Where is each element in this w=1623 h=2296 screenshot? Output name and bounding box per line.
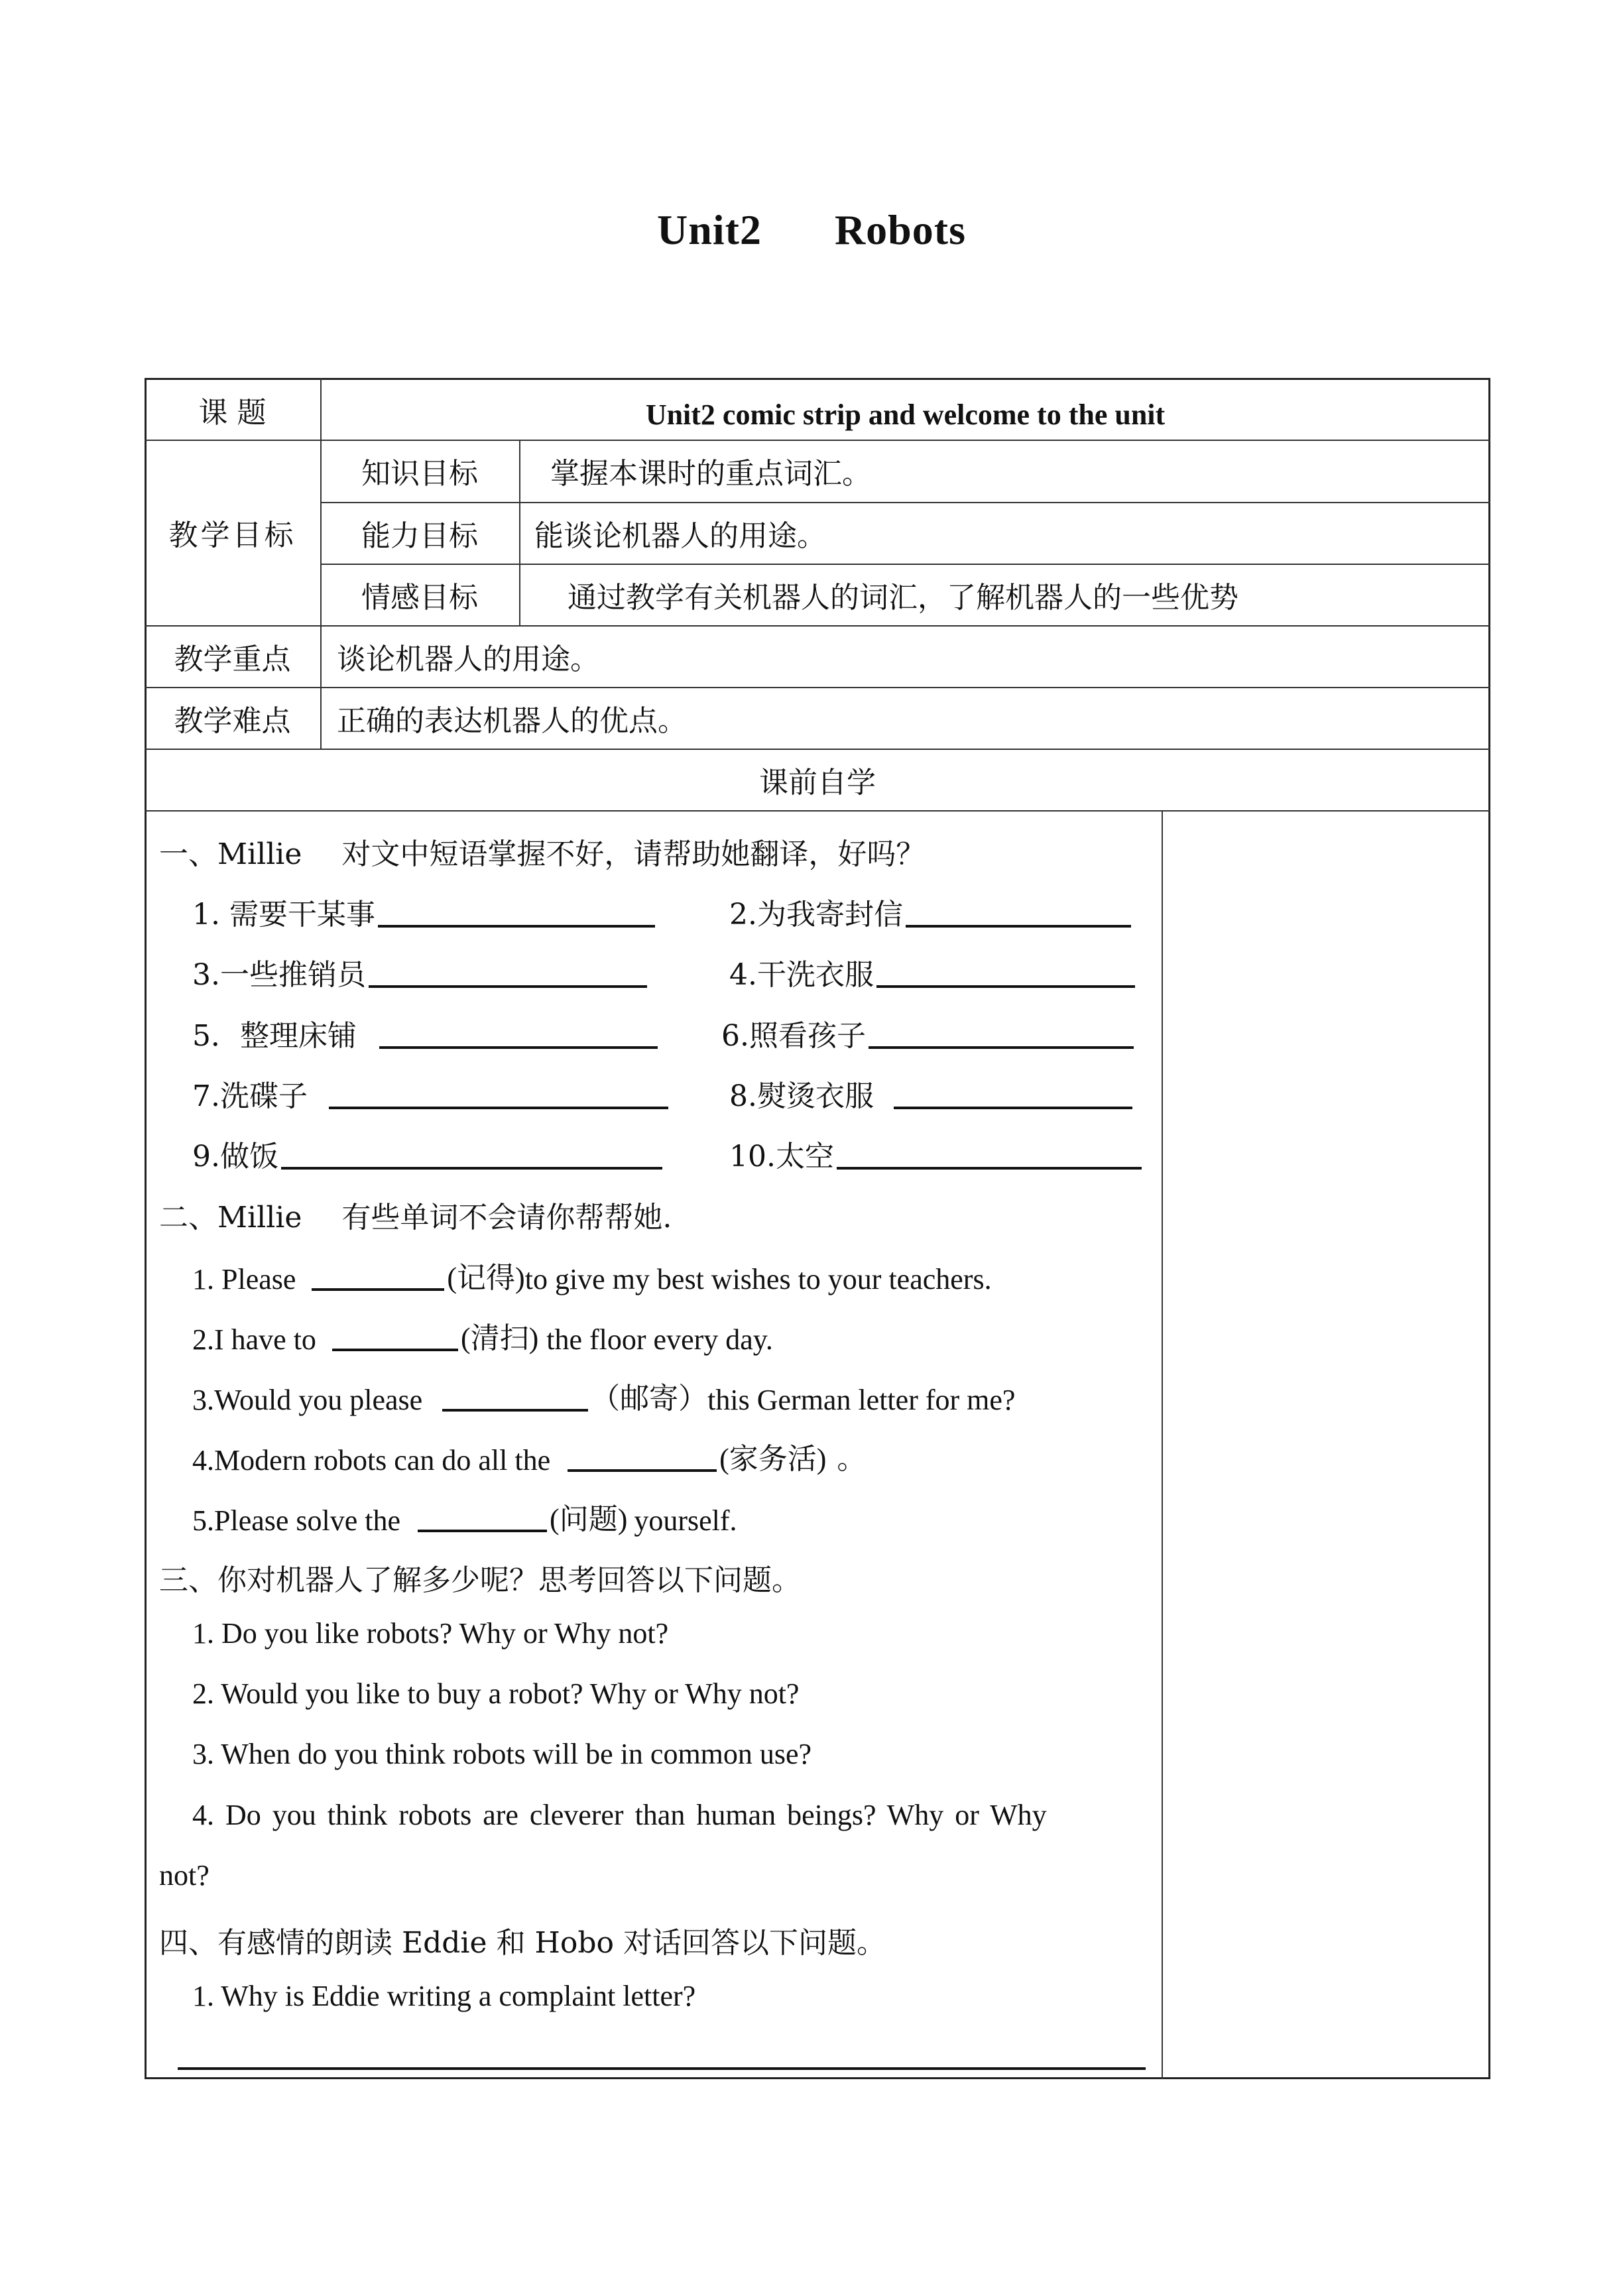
sentence-start: 5.Please solve the (192, 1504, 401, 1537)
difficulty-value: 正确的表达机器人的优点。 (337, 703, 687, 738)
section4-heading: 四、有感情的朗读 Eddie 和 Hobo 对话回答以下问题。 (159, 1926, 886, 1960)
section1-item (729, 951, 1138, 993)
answer-line[interactable] (178, 2067, 1146, 2070)
section1-item (729, 1072, 1135, 1115)
chinese-hint: (记得) (447, 1262, 525, 1294)
section2-heading-prefix: 二、Millie (159, 1201, 302, 1235)
title-unit: Unit2 (657, 206, 762, 253)
objective-emotion-label: 情感目标 (361, 580, 478, 615)
section2-item (192, 1495, 737, 1538)
section3-question: 4. Do you think robots are cleverer than human beings? Why or Why (192, 1799, 1047, 1831)
section1-item (192, 890, 658, 933)
objective-emotion-value: 通过教学有关机器人的词汇，了解机器人的一些优势 (568, 580, 1238, 615)
answer-blank[interactable] (418, 1526, 547, 1532)
column-rule (519, 440, 520, 625)
section1-item-label: 9.做饭 (192, 1140, 278, 1174)
section2-item (192, 1435, 866, 1477)
section1-item (192, 1072, 671, 1115)
chinese-hint: (清扫) (460, 1322, 539, 1355)
topic-value: Unit2 comic strip and welcome to the unit (645, 398, 1166, 431)
section3-question: 1. Do you like robots? Why or Why not? (192, 1617, 669, 1650)
section4-question: 1. Why is Eddie writing a complaint letter? (192, 1980, 696, 2012)
answer-blank[interactable] (379, 1042, 658, 1049)
sentence-end: the floor every day. (546, 1323, 773, 1356)
section1-item (721, 1012, 1136, 1054)
objectives-label: 教学目标 (168, 518, 296, 552)
answer-blank[interactable] (876, 981, 1135, 988)
title-topic: Robots (834, 206, 966, 253)
section1-heading-text: 对文中短语掌握不好，请帮助她翻译，好吗？ (341, 837, 926, 871)
page-title (0, 206, 1623, 255)
section2-heading (159, 1193, 672, 1236)
objective-ability-label: 能力目标 (361, 518, 478, 553)
section1-item-label: 1. 需要干某事 (192, 898, 375, 932)
section1-item-label: 3.一些推销员 (192, 958, 366, 992)
answer-blank[interactable] (378, 921, 655, 928)
key-point-label: 教学重点 (174, 642, 291, 676)
chinese-hint: (家务活) (719, 1443, 827, 1475)
section1-item-label: 8.熨烫衣服 (729, 1079, 874, 1113)
section1-item (729, 890, 1134, 933)
objective-ability-value: 能谈论机器人的用途。 (534, 518, 826, 553)
answer-blank[interactable] (332, 1345, 458, 1351)
preview-header: 课前自学 (759, 765, 876, 800)
key-point-value: 谈论机器人的用途。 (337, 642, 599, 676)
answer-blank[interactable] (906, 921, 1131, 928)
section1-item (729, 1132, 1144, 1175)
answer-blank[interactable] (568, 1465, 717, 1472)
difficulty-label: 教学难点 (174, 703, 291, 738)
section1-item-label: 5．整理床铺 (192, 1019, 357, 1053)
answer-blank[interactable] (837, 1163, 1142, 1170)
column-rule (1162, 810, 1163, 2079)
answer-blank[interactable] (894, 1103, 1132, 1109)
objective-knowledge-label: 知识目标 (361, 457, 478, 491)
section2-heading-text: 有些单词不会请你帮帮她. (341, 1201, 672, 1235)
section1-heading (159, 830, 925, 873)
section3-question: 2. Would you like to buy a robot? Why or Why not? (192, 1677, 800, 1710)
section1-item-label: 4.干洗衣服 (729, 958, 874, 992)
sentence-end: to give my best wishes to your teachers. (524, 1263, 992, 1296)
row-rule (145, 810, 1490, 812)
sentence-start: 4.Modern robots can do all the (192, 1444, 551, 1477)
section1-item-label: 10.太空 (729, 1140, 834, 1174)
answer-blank[interactable] (442, 1405, 588, 1412)
section2-item (192, 1314, 773, 1357)
answer-blank[interactable] (369, 981, 647, 988)
answer-blank[interactable] (869, 1042, 1134, 1049)
chinese-hint: (问题) (550, 1503, 628, 1536)
section2-item (192, 1254, 992, 1296)
section1-item-label: 7.洗碟子 (192, 1079, 308, 1113)
section1-item (192, 1012, 660, 1054)
objective-knowledge-value: 掌握本课时的重点词汇。 (550, 457, 871, 491)
sentence-end: yourself. (634, 1504, 737, 1537)
sentence-end: 。 (837, 1443, 867, 1475)
sentence-end: this German letter for me? (707, 1384, 1016, 1416)
section3-question: 3. When do you think robots will be in common use? (192, 1738, 812, 1770)
chinese-hint: （邮寄） (591, 1382, 708, 1415)
section3-question-continued: not? (159, 1859, 210, 1892)
sentence-start: 2.I have to (192, 1323, 316, 1356)
section1-heading-prefix: 一、Millie (159, 837, 302, 871)
section1-item (192, 1132, 665, 1175)
answer-blank[interactable] (281, 1163, 662, 1170)
sentence-start: 1. Please (192, 1263, 296, 1296)
sentence-start: 3.Would you please (192, 1384, 423, 1416)
section2-item (192, 1374, 1015, 1417)
section1-item-label: 2.为我寄封信 (729, 898, 903, 932)
section1-item-label: 6.照看孩子 (721, 1019, 866, 1053)
topic-label: 课 题 (198, 395, 267, 430)
section1-item (192, 951, 650, 993)
answer-blank[interactable] (329, 1103, 668, 1109)
section3-heading: 三、你对机器人了解多少呢？思考回答以下问题。 (159, 1563, 801, 1597)
answer-blank[interactable] (312, 1284, 444, 1291)
